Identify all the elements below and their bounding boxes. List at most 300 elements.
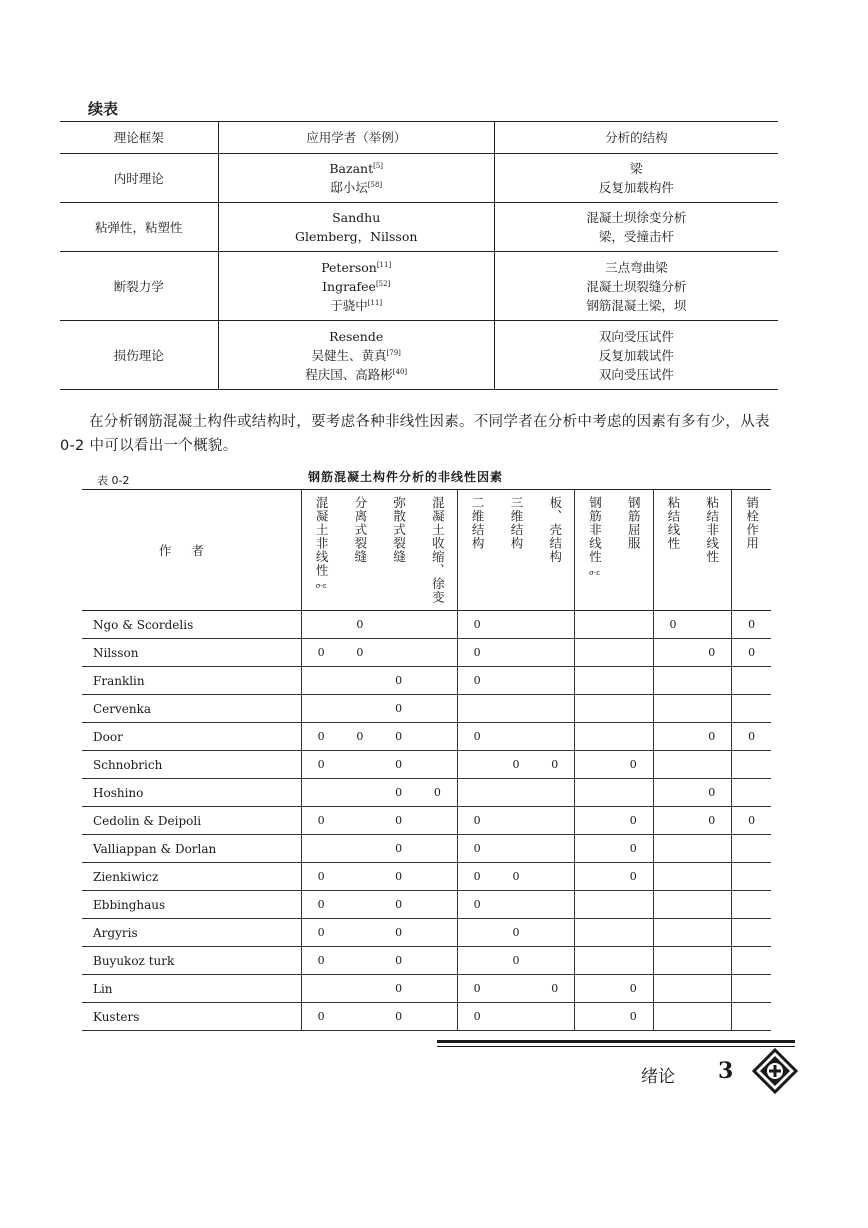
factor-cell [457, 751, 496, 779]
factor-mark: 0 [473, 842, 481, 855]
factor-mark: 0 [395, 814, 403, 827]
table2-row [82, 891, 771, 919]
factor-mark: 0 [473, 982, 481, 995]
factor-cell [653, 723, 692, 751]
factor-column-header [341, 490, 380, 611]
header-structures: 分析的结构 [494, 122, 778, 154]
factor-cell [614, 975, 653, 1003]
factor-cell [692, 639, 731, 667]
table2-row [82, 695, 771, 723]
factor-cell [732, 611, 771, 639]
table2-row [82, 611, 771, 639]
structure-item: 钢筋混凝土梁，坝 [586, 297, 687, 313]
factor-cell [614, 779, 653, 807]
factor-cell [535, 723, 574, 751]
factor-cell [692, 1003, 731, 1031]
scholars-cell [218, 252, 494, 321]
structure-item: 三点弯曲梁 [605, 259, 668, 275]
factor-cell [535, 835, 574, 863]
factor-cell [418, 723, 457, 751]
factor-cell [653, 835, 692, 863]
factor-mark: 0 [395, 842, 403, 855]
factor-cell [653, 1003, 692, 1031]
factor-cell [341, 919, 380, 947]
factor-column-header [653, 490, 692, 611]
factor-cell [341, 611, 380, 639]
factor-cell [301, 667, 340, 695]
factor-cell [575, 723, 614, 751]
factor-cell [418, 807, 457, 835]
factor-cell [379, 947, 418, 975]
scholar-name: Ingrafee [322, 278, 376, 294]
factor-cell [341, 751, 380, 779]
factor-cell [732, 863, 771, 891]
structure-item: 混凝土坝徐变分析 [586, 210, 687, 225]
factor-cell [614, 947, 653, 975]
factor-cell [535, 779, 574, 807]
structure-item: 反复加载构件 [598, 180, 674, 195]
factor-cell [497, 919, 536, 947]
factor-cell [418, 975, 457, 1003]
factor-cell [732, 1003, 771, 1031]
factor-cell [535, 1003, 574, 1031]
factor-mark: 0 [708, 730, 716, 743]
factor-cell [653, 639, 692, 667]
factor-cell [457, 667, 496, 695]
scholar-entry [219, 327, 494, 346]
nonlinear-factors-table [82, 489, 771, 1031]
footer-rule-thick [437, 1040, 795, 1043]
scholars-cell [218, 321, 494, 390]
structure-item: 混凝土坝裂缝分析 [586, 278, 687, 294]
factor-cell [614, 667, 653, 695]
factor-cell [497, 891, 536, 919]
factor-mark: 0 [512, 758, 520, 771]
factor-label: 混凝土收缩、徐变 [430, 496, 446, 604]
table2-number: 表 0-2 [97, 474, 130, 487]
factor-cell [575, 863, 614, 891]
structure-item: 双向受压试件 [598, 328, 674, 344]
factor-cell [535, 667, 574, 695]
scholar-entry [219, 258, 494, 277]
factor-cell [575, 975, 614, 1003]
factor-cell [653, 919, 692, 947]
author-name: Argyris [82, 919, 301, 947]
intro-paragraph: 在分析钢筋混凝土构件或结构时，要考虑各种非线性因素。不同学者在分析中考虑的因素有多有少，从表 0-2 中可以看出一个概貌。 [60, 414, 770, 454]
factor-mark: 0 [395, 982, 403, 995]
factor-cell [614, 891, 653, 919]
factor-column-header [497, 490, 536, 611]
factor-mark: 0 [317, 814, 325, 827]
factor-cell [692, 863, 731, 891]
scholar-entry [219, 208, 494, 227]
factor-cell [732, 891, 771, 919]
factor-mark: 0 [473, 1010, 481, 1023]
structure-item: 梁 [630, 161, 643, 176]
factor-cell [379, 975, 418, 1003]
table2-row [82, 975, 771, 1003]
factor-mark: 0 [629, 1010, 637, 1023]
factor-mark: 0 [512, 954, 520, 967]
table2-row [82, 1003, 771, 1031]
factor-cell [497, 723, 536, 751]
scholar-entry [219, 346, 494, 365]
table1-row [60, 203, 778, 252]
factor-cell [341, 863, 380, 891]
factor-cell [457, 807, 496, 835]
factor-label: 二维结构 [470, 496, 486, 550]
framework-cell: 粘弹性，粘塑性 [60, 203, 218, 252]
factor-column-header [457, 490, 496, 611]
factor-mark: 0 [748, 730, 756, 743]
factor-cell [653, 807, 692, 835]
factor-cell [457, 1003, 496, 1031]
factor-cell [575, 611, 614, 639]
factor-mark: 0 [512, 870, 520, 883]
factor-cell [653, 779, 692, 807]
factor-mark: 0 [629, 814, 637, 827]
continued-table-label: 续表 [88, 100, 119, 118]
factor-cell [301, 863, 340, 891]
factor-cell [614, 863, 653, 891]
factor-cell [497, 1003, 536, 1031]
scholar-name: Glemberg，Nilsson [294, 229, 418, 244]
factor-cell [341, 975, 380, 1003]
factor-column-header [692, 490, 731, 611]
factor-label: 粘结非线性 [704, 496, 720, 564]
factor-cell [535, 611, 574, 639]
framework-cell: 损伤理论 [60, 321, 218, 390]
factor-cell [457, 695, 496, 723]
factor-cell [614, 919, 653, 947]
factor-mark: 0 [473, 898, 481, 911]
factor-mark: 0 [317, 1010, 325, 1023]
factor-cell [379, 891, 418, 919]
author-name: Kusters [82, 1003, 301, 1031]
factor-cell [497, 835, 536, 863]
factor-cell [418, 695, 457, 723]
factor-cell [535, 751, 574, 779]
factor-mark: 0 [629, 758, 637, 771]
citation-ref: [11] [376, 260, 392, 269]
factor-cell [653, 751, 692, 779]
factor-cell [341, 807, 380, 835]
factor-mark: 0 [669, 618, 677, 631]
factor-label: 混凝土非线性 [314, 496, 330, 577]
factor-mark: 0 [395, 870, 403, 883]
factor-sublabel: σ-ε [589, 568, 600, 577]
factor-mark: 0 [748, 646, 756, 659]
factor-cell [301, 695, 340, 723]
factor-cell [497, 611, 536, 639]
author-name: Franklin [82, 667, 301, 695]
factor-cell [653, 667, 692, 695]
factor-cell [614, 695, 653, 723]
factor-mark: 0 [395, 674, 403, 687]
factor-cell [732, 695, 771, 723]
factor-mark: 0 [433, 786, 441, 799]
factor-cell [614, 639, 653, 667]
factor-cell [301, 947, 340, 975]
scholar-entry [219, 159, 494, 178]
factor-cell [732, 751, 771, 779]
theory-framework-table [60, 121, 778, 390]
table2-row [82, 863, 771, 891]
factor-cell [418, 891, 457, 919]
structures-cell [494, 203, 778, 252]
citation-ref: [11] [367, 298, 383, 307]
factor-cell [497, 779, 536, 807]
factor-cell [614, 611, 653, 639]
factor-mark: 0 [395, 926, 403, 939]
factor-cell [653, 611, 692, 639]
author-name: Ebbinghaus [82, 891, 301, 919]
factor-cell [418, 667, 457, 695]
factor-mark: 0 [708, 786, 716, 799]
factor-cell [418, 639, 457, 667]
factor-mark: 0 [356, 618, 364, 631]
factor-cell [535, 975, 574, 1003]
factor-cell [301, 611, 340, 639]
factor-cell [535, 695, 574, 723]
factor-cell [379, 1003, 418, 1031]
factor-cell [379, 667, 418, 695]
factor-cell [418, 1003, 457, 1031]
factor-cell [575, 891, 614, 919]
factor-cell [692, 947, 731, 975]
factor-cell [497, 863, 536, 891]
factor-cell [341, 695, 380, 723]
factor-cell [457, 891, 496, 919]
factor-cell [418, 611, 457, 639]
scholar-name: 吴健生、黄真 [311, 347, 387, 363]
table2-row [82, 835, 771, 863]
factor-cell [575, 807, 614, 835]
factor-mark: 0 [317, 730, 325, 743]
factor-cell [535, 639, 574, 667]
factor-cell [535, 947, 574, 975]
factor-cell [653, 863, 692, 891]
factor-cell [379, 695, 418, 723]
factor-cell [692, 779, 731, 807]
factor-cell [379, 611, 418, 639]
author-name: Valliappan & Dorlan [82, 835, 301, 863]
header-author: 作者 [82, 490, 301, 611]
factor-mark: 0 [473, 646, 481, 659]
table2-row [82, 639, 771, 667]
page-number: 3 [718, 1058, 734, 1084]
table2-row [82, 751, 771, 779]
factor-cell [418, 835, 457, 863]
table2-row [82, 667, 771, 695]
factor-column-header [379, 490, 418, 611]
factor-cell [341, 639, 380, 667]
factor-mark: 0 [629, 982, 637, 995]
factor-mark: 0 [317, 954, 325, 967]
factor-cell [497, 667, 536, 695]
table1-header-row [60, 122, 778, 154]
factor-cell [497, 695, 536, 723]
factor-cell [653, 695, 692, 723]
citation-ref: [79] [386, 348, 401, 357]
factor-cell [653, 891, 692, 919]
factor-cell [614, 1003, 653, 1031]
factor-cell [379, 919, 418, 947]
factor-cell [301, 835, 340, 863]
factor-cell [732, 723, 771, 751]
factor-cell [418, 919, 457, 947]
factor-cell [379, 835, 418, 863]
factor-label: 三维结构 [508, 496, 524, 550]
factor-cell [732, 947, 771, 975]
factor-mark: 0 [317, 870, 325, 883]
factor-cell [575, 779, 614, 807]
scholar-name: 于骁中 [330, 297, 368, 313]
factor-cell [732, 667, 771, 695]
scholar-entry [219, 227, 494, 246]
citation-ref: [52] [375, 279, 391, 288]
table2-row [82, 919, 771, 947]
factor-cell [575, 919, 614, 947]
structures-cell [494, 154, 778, 203]
table1-row [60, 252, 778, 321]
factor-column-header [575, 490, 614, 611]
factor-mark: 0 [395, 730, 403, 743]
factor-mark: 0 [551, 758, 559, 771]
table2-row [82, 947, 771, 975]
factor-column-header [732, 490, 771, 611]
table1-row [60, 321, 778, 390]
scholar-entry [219, 365, 494, 384]
factor-column-header [614, 490, 653, 611]
factor-mark: 0 [708, 814, 716, 827]
author-name: Cervenka [82, 695, 301, 723]
factor-sublabel: σ-ε [315, 582, 327, 590]
author-name: Buyukoz turk [82, 947, 301, 975]
factor-column-header [418, 490, 457, 611]
factor-cell [457, 835, 496, 863]
factor-mark: 0 [748, 814, 756, 827]
factor-cell [457, 611, 496, 639]
factor-cell [497, 751, 536, 779]
factor-mark: 0 [473, 618, 481, 631]
factor-cell [301, 751, 340, 779]
factor-cell [301, 779, 340, 807]
factor-cell [732, 835, 771, 863]
scholar-name: 程庆国、高路彬 [305, 366, 393, 382]
factor-cell [457, 723, 496, 751]
factor-label: 销栓作用 [744, 496, 760, 550]
factor-cell [418, 863, 457, 891]
factor-cell [341, 947, 380, 975]
scholar-entry [219, 296, 494, 315]
factor-cell [418, 779, 457, 807]
factor-cell [692, 695, 731, 723]
factor-label: 粘结线性 [666, 496, 681, 550]
factor-cell [457, 975, 496, 1003]
factor-label: 弥散式裂缝 [391, 496, 407, 564]
factor-cell [732, 639, 771, 667]
factor-cell [497, 947, 536, 975]
author-name: Lin [82, 975, 301, 1003]
factor-cell [732, 779, 771, 807]
author-name: Ngo & Scordelis [82, 611, 301, 639]
publisher-logo-icon [752, 1048, 798, 1094]
scholar-name: Bazant [329, 161, 374, 176]
author-name: Zienkiwicz [82, 863, 301, 891]
factor-cell [457, 639, 496, 667]
table2-row [82, 807, 771, 835]
factor-cell [457, 919, 496, 947]
factor-label: 分离式裂缝 [352, 496, 368, 564]
factor-mark: 0 [629, 842, 637, 855]
factor-cell [379, 779, 418, 807]
factor-label: 钢筋非线性 [587, 496, 603, 564]
factor-cell [301, 723, 340, 751]
factor-cell [418, 947, 457, 975]
framework-cell: 内时理论 [60, 154, 218, 203]
factor-column-header [535, 490, 574, 611]
factor-cell [379, 639, 418, 667]
factor-mark: 0 [473, 814, 481, 827]
factor-mark: 0 [317, 898, 325, 911]
factor-cell [692, 807, 731, 835]
header-framework: 理论框架 [60, 122, 218, 154]
citation-ref: [40] [392, 367, 408, 376]
author-name: Schnobrich [82, 751, 301, 779]
factor-cell [692, 975, 731, 1003]
structure-item: 梁，受撞击杆 [598, 229, 674, 244]
factor-mark: 0 [395, 954, 403, 967]
factor-cell [535, 891, 574, 919]
factor-mark: 0 [473, 674, 481, 687]
factor-column-header [301, 490, 340, 611]
table2-header-row [82, 490, 771, 611]
factor-cell [457, 947, 496, 975]
factor-cell [575, 835, 614, 863]
structures-cell [494, 252, 778, 321]
factor-label: 板、壳结构 [547, 496, 563, 564]
factor-mark: 0 [395, 702, 403, 715]
factor-mark: 0 [395, 786, 403, 799]
structure-item: 双向受压试件 [598, 366, 674, 382]
scholar-name: Resende [329, 328, 384, 344]
factor-cell [575, 695, 614, 723]
factor-mark: 0 [473, 730, 481, 743]
factor-mark: 0 [629, 870, 637, 883]
factor-cell [614, 723, 653, 751]
scholar-name: Peterson [321, 259, 377, 275]
factor-cell [341, 835, 380, 863]
factor-cell [732, 919, 771, 947]
factor-cell [732, 975, 771, 1003]
factor-cell [535, 919, 574, 947]
table2-row [82, 723, 771, 751]
factor-mark: 0 [748, 618, 756, 631]
factor-cell [575, 1003, 614, 1031]
factor-mark: 0 [317, 758, 325, 771]
factor-mark: 0 [356, 646, 364, 659]
table2-row [82, 779, 771, 807]
factor-cell [301, 919, 340, 947]
factor-cell [341, 723, 380, 751]
factor-cell [379, 807, 418, 835]
factor-cell [614, 807, 653, 835]
factor-mark: 0 [708, 646, 716, 659]
scholar-name: 邸小坛 [330, 180, 368, 195]
factor-cell [535, 863, 574, 891]
factor-cell [692, 751, 731, 779]
